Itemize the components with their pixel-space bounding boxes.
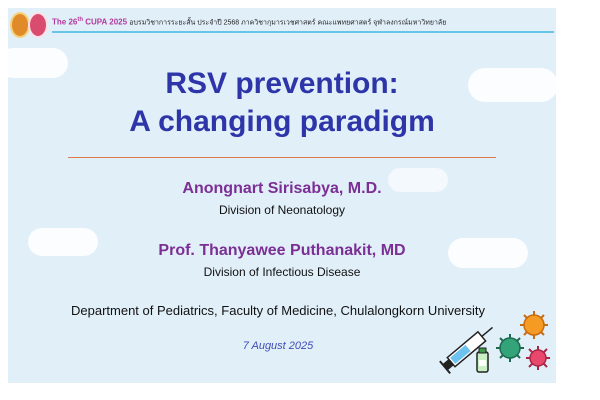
vaccine-vial-icon (477, 348, 488, 372)
header-title (52, 17, 446, 29)
presentation-date: 7 August 2025 (242, 340, 314, 352)
slide-title-line2: A changing paradigm (129, 105, 435, 138)
speaker1-name: Anongnart Sirisabya, M.D. (182, 180, 382, 197)
cupa-logo-icon (10, 12, 30, 38)
chula-logo-icon (28, 12, 48, 38)
speaker2-name: Prof. Thanyawee Puthanakit, MD (158, 242, 406, 259)
title-divider (68, 157, 496, 158)
header-bar (8, 8, 556, 42)
presentation-slide (8, 8, 556, 383)
virus-icon (526, 346, 550, 370)
speaker2-division: Division of Infectious Disease (203, 265, 361, 279)
header-superscript: th (77, 17, 84, 23)
header-edition: The 26 (52, 17, 78, 27)
header-event: CUPA 2025 (83, 17, 128, 27)
slide-title-line1: RSV prevention: (165, 67, 399, 100)
vaccine-illustration (438, 308, 556, 380)
header-divider (52, 31, 554, 33)
virus-icon (520, 311, 548, 339)
syringe-icon (440, 321, 498, 373)
header-subtitle: อบรมวิชาการระยะสั้น ประจำปี 2568 ภาควิชากุมารเวชศาสตร์ คณะแพทยศาสตร์ จุฬาลงกรณ์มหาวิทยาลัย (129, 19, 447, 27)
department-line: Department of Pediatrics, Faculty of Medicine, Chulalongkorn University (70, 303, 485, 318)
virus-icon (496, 334, 524, 362)
speaker1-division: Division of Neonatology (218, 203, 346, 217)
